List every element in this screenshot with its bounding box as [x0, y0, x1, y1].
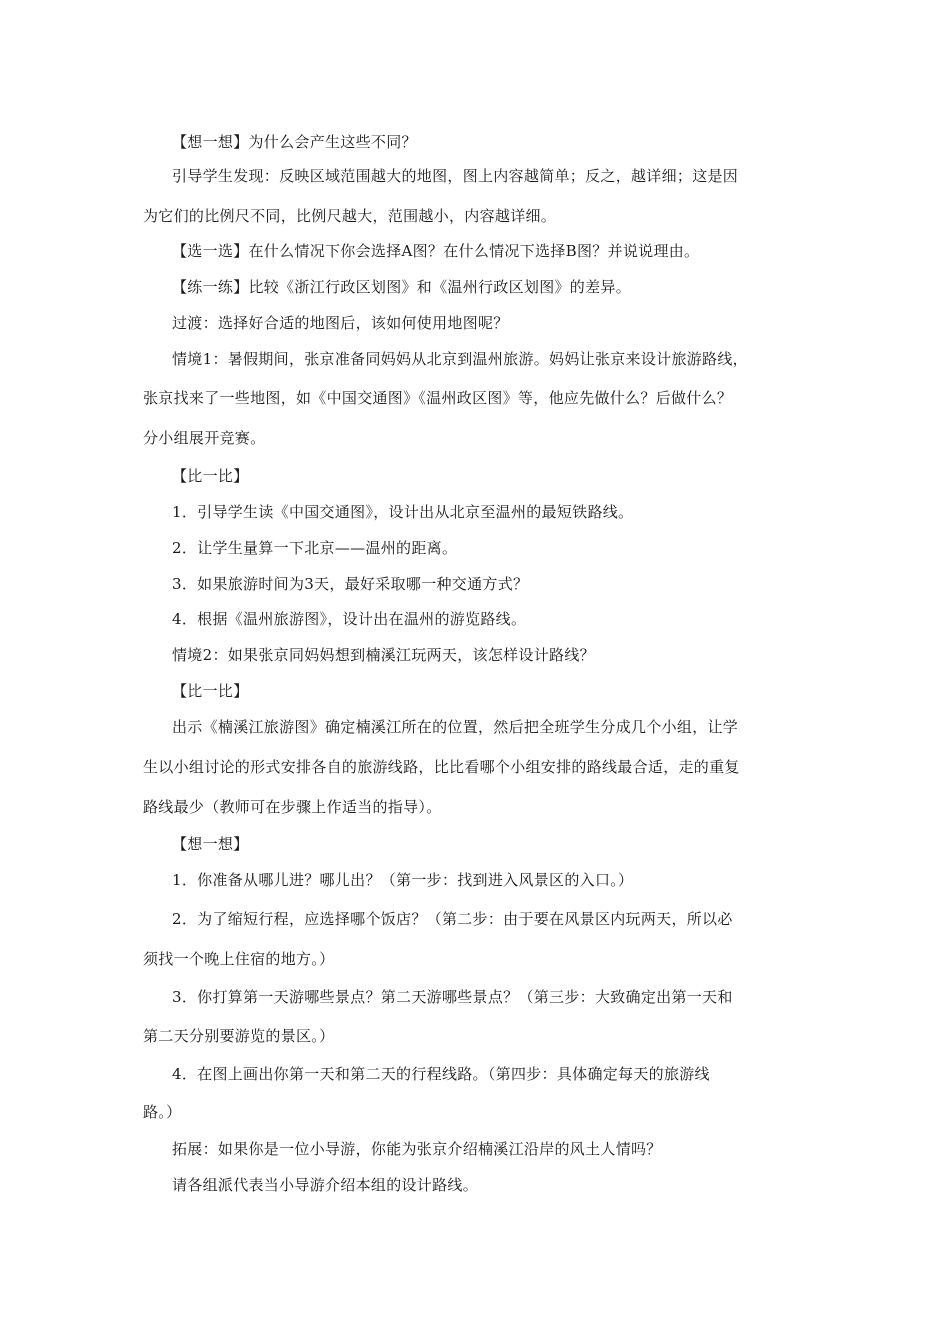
compare-heading-2: 【比一比】 — [172, 682, 249, 700]
practice-heading: 【练一练】比较《浙江行政区划图》和《温州行政区划图》的差异。 — [172, 278, 632, 296]
paragraph-line: 须找一个晚上住宿的地方。） — [143, 950, 335, 968]
transition-line: 过渡：选择好合适的地图后，该如何使用地图呢？ — [172, 314, 509, 332]
list-item: 3．如果旅游时间为3天，最好采取哪一种交通方式？ — [172, 575, 529, 593]
scenario-2-line: 情境2：如果张京同妈妈想到楠溪江玩两天，该怎样设计路线？ — [172, 646, 595, 664]
paragraph-line: 生以小组讨论的形式安排各自的旅游线路，比比看哪个小组安排的路线最合适，走的重复 — [143, 758, 740, 776]
think-heading-1: 【想一想】为什么会产生这些不同？ — [172, 133, 417, 151]
list-item: 3．你打算第一天游哪些景点？第二天游哪些景点？（第三步：大致确定出第一天和 — [172, 988, 733, 1006]
list-item: 1．你准备从哪儿进？哪儿出？（第一步：找到进入风景区的入口。） — [172, 871, 634, 889]
paragraph-line: 出示《楠溪江旅游图》确定楠溪江所在的位置，然后把全班学生分成几个小组，让学 — [172, 718, 739, 736]
paragraph-line: 为它们的比例尺不同，比例尺越大，范围越小，内容越详细。 — [143, 207, 557, 225]
paragraph-line: 张京找来了一些地图，如《中国交通图》《温州政区图》等，他应先做什么？后做什么？ — [143, 389, 733, 407]
paragraph-line: 分小组展开竞赛。 — [143, 429, 266, 447]
paragraph-line: 第二天分别要游览的景区。） — [143, 1027, 335, 1045]
list-item: 2．为了缩短行程，应选择哪个饭店？（第二步：由于要在风景区内玩两天，所以必 — [172, 910, 733, 928]
list-item: 4．在图上画出你第一天和第二天的行程线路。（第四步：具体确定每天的旅游线 — [172, 1065, 710, 1083]
scenario-1-line: 情境1：暑假期间，张京准备同妈妈从北京到温州旅游。妈妈让张京来设计旅游路线， — [172, 350, 748, 368]
list-item: 1．引导学生读《中国交通图》，设计出从北京至温州的最短铁路线。 — [172, 503, 634, 521]
extension-line: 拓展：如果你是一位小导游，你能为张京介绍楠溪江沿岸的风土人情吗？ — [172, 1140, 662, 1158]
compare-heading-1: 【比一比】 — [172, 467, 249, 485]
paragraph-line: 路。） — [143, 1103, 182, 1121]
closing-line: 请各组派代表当小导游介绍本组的设计路线。 — [172, 1176, 479, 1194]
choose-heading: 【选一选】在什么情况下你会选择A图？在什么情况下选择B图？并说说理由。 — [172, 242, 700, 260]
paragraph-line: 引导学生发现：反映区域范围越大的地图，图上内容越简单；反之，越详细；这是因 — [172, 167, 739, 185]
list-item: 4．根据《温州旅游图》，设计出在温州的游览路线。 — [172, 610, 527, 628]
paragraph-line: 路线最少（教师可在步骤上作适当的指导）。 — [143, 798, 442, 816]
list-item: 2．让学生量算一下北京——温州的距离。 — [172, 539, 458, 557]
think-heading-2: 【想一想】 — [172, 835, 249, 853]
